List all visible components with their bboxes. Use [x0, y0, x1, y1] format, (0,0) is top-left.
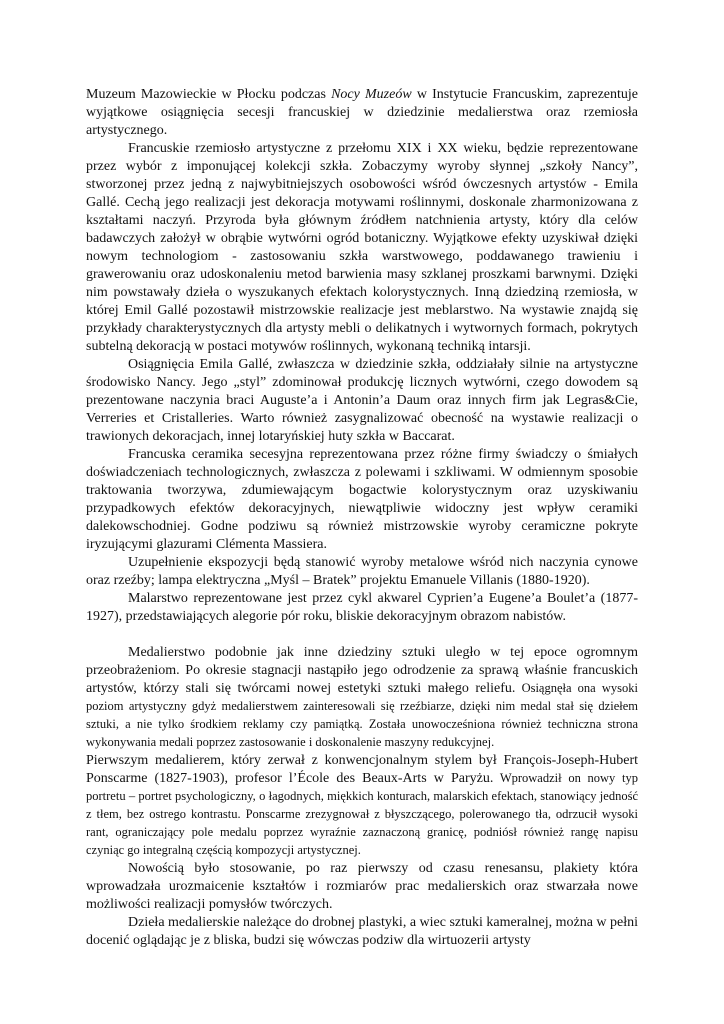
- paragraph-medals: [86, 644, 638, 752]
- paragraph-ponscarme: [86, 752, 638, 860]
- paragraph-gap: [86, 626, 638, 644]
- paragraph-ceramics: Francuska ceramika secesyjna reprezentowana przez różne firmy świadczy o śmiałych doświadczeniach technologicznych, zwłaszcza z polewami i szkliwami. W odmiennym sposobie traktowania tworzywa, zdumiewającym bogactwie kolorystycznym oraz uzyskiwaniu przypadkowych efektów dekoracyjnych, niewątpliwie widoczny jest wpływ ceramiki dalekowschodniej. Godne podziwu są również mistrzowskie wyroby ceramiczne pokryte iryzującymi glazurami Clémenta Massiera.: [86, 447, 638, 552]
- paragraph-painting: Malarstwo reprezentowane jest przez cykl akwarel Cyprien’a Eugene’a Boulet’a (1877-1927), przedstawiających alegorie pór roku, bliskie dekoracyjnym obrazom nabistów.: [86, 591, 638, 624]
- paragraph-ponscarme-text-a: Pierwszym medalierem, który zerwał z konwencjonalnym stylem był François-Joseph-Hubert Ponscarme (1827-1903), profesor l’École des Beaux-Arts w Paryżu.: [86, 753, 638, 786]
- paragraph-plaquette: Nowością było stosowanie, po raz pierwszy od czasu renesansu, plakiety która wprowadzała urozmaicenie kształtów i rozmiarów prac medalierskich oraz stwarzała nowe możliwości realizacji pomysłów twórczych.: [86, 861, 638, 912]
- paragraph-intro-text-b: w Instytucie Francuskim, zaprezentuje wyjątkowe osiągnięcia secesji francuskiej w dziedzinie medalierstwa oraz rzemiosła artystycznego.: [86, 87, 638, 138]
- event-name: Nocy Muzeów: [331, 87, 412, 102]
- paragraph-intro: [86, 86, 638, 140]
- paragraph-chamber-art: Dzieła medalierskie należące do drobnej plastyki, a wiec sztuki kameralnej, można w pełni docenić oglądając je z bliska, budzi się wówczas podziw dla wirtuozerii artysty: [86, 915, 639, 948]
- paragraph-nancy: Osiągnięcia Emila Gallé, zwłaszcza w dziedzinie szkła, oddziałały silnie na artystyczne środowisko Nancy. Jego „styl” zdominował produkcję licznych wytwórni, czego dowodem są prezentowane naczynia braci Auguste’a i Antonin’a Daum oraz innych firm jak Legras&Cie, Verreries et Cristalleries. Warto również zasygnalizować obecność na wystawie realizacji o trawionych dekoracjach, innej lotaryńskiej huty szkła w Baccarat.: [86, 357, 638, 444]
- document-page: [86, 86, 638, 950]
- paragraph-intro-text-a: Muzeum Mazowieckie w Płocku podczas: [86, 87, 332, 102]
- paragraph-medals-text-a: Medalierstwo podobnie jak inne dziedziny sztuki uległo w tej epoce ogromnym przeobrażeniom. Po okresie stagnacji nastąpiło jego odrodzenie za sprawą właśnie francuskich artystów, którzy stali się twórcami nowej estetyki sztuki małego reliefu.: [86, 645, 638, 696]
- paragraph-ponscarme-text-b: Wprowadził on nowy typ portretu – portret psychologiczny, o łagodnych, miękkich konturach, malarskich efektach, stanowiący jedność z tłem, bez ostrego kontrastu. Ponscarme zrezygnował z błyszczącego, polerowanego tła, odrzucił wysoki rant, ograniczający pole medalu poprzez wyraźnie zaznaczoną granicę, podniósł również rangę napisu czyniąc go integralną częścią kompozycji artystycznej.: [86, 771, 639, 857]
- paragraph-metal: Uzupełnienie ekspozycji będą stanowić wyroby metalowe wśród nich naczynia cynowe oraz rzeźby; lampa elektryczna „Myśl – Bratek” projektu Emanuele Villanis (1880-1920).: [86, 555, 638, 588]
- paragraph-medals-text-b: Osiągnęła ona wysoki poziom artystyczny gdyż medalierstwem zainteresowali się rzeźbiarze, dzięki nim medal stał się dziełem sztuki, a nie tylko środkiem reklamy czy pamiątką. Została unowocześniona również techniczna strona wykonywania medali poprzez zastosowanie i doskonalenie maszyny redukcyjnej.: [86, 681, 638, 749]
- paragraph-glass: Francuskie rzemiosło artystyczne z przełomu XIX i XX wieku, będzie reprezentowane przez wybór z imponującej kolekcji szkła. Zobaczymy wyroby słynnej „szkoły Nancy”, stworzonej przez jedną z najwybitniejszych osobowości wśród ówczesnych artystów - Emila Gallé. Cechą jego realizacji jest dekoracja motywami roślinnymi, doskonale zharmonizowana z kształtami naczyń. Przyroda była głównym źródłem natchnienia artysty, który dla celów badawczych założył w obrąbie wytwórni ogród botaniczny. Wyjątkowe efekty uzyskiwał dzięki nowym technologiom - zastosowaniu szkła warstwowego, poddawanego trawieniu i grawerowaniu oraz udoskonaleniu metod barwienia masy szklanej proszkami barwnymi. Dzięki nim powstawały dzieła o wyszukanych efektach kolorystycznych. Inną dziedziną rzemiosła, w której Emil Gallé pozostawił mistrzowskie realizacje jest meblarstwo. Na wystawie znajdą się przykłady charakterystycznych dla artysty mebli o delikatnych i wytwornych formach, pokrytych subtelną dekoracją w postaci motywów roślinnych, wykonaną techniką intarsji.: [86, 141, 638, 354]
